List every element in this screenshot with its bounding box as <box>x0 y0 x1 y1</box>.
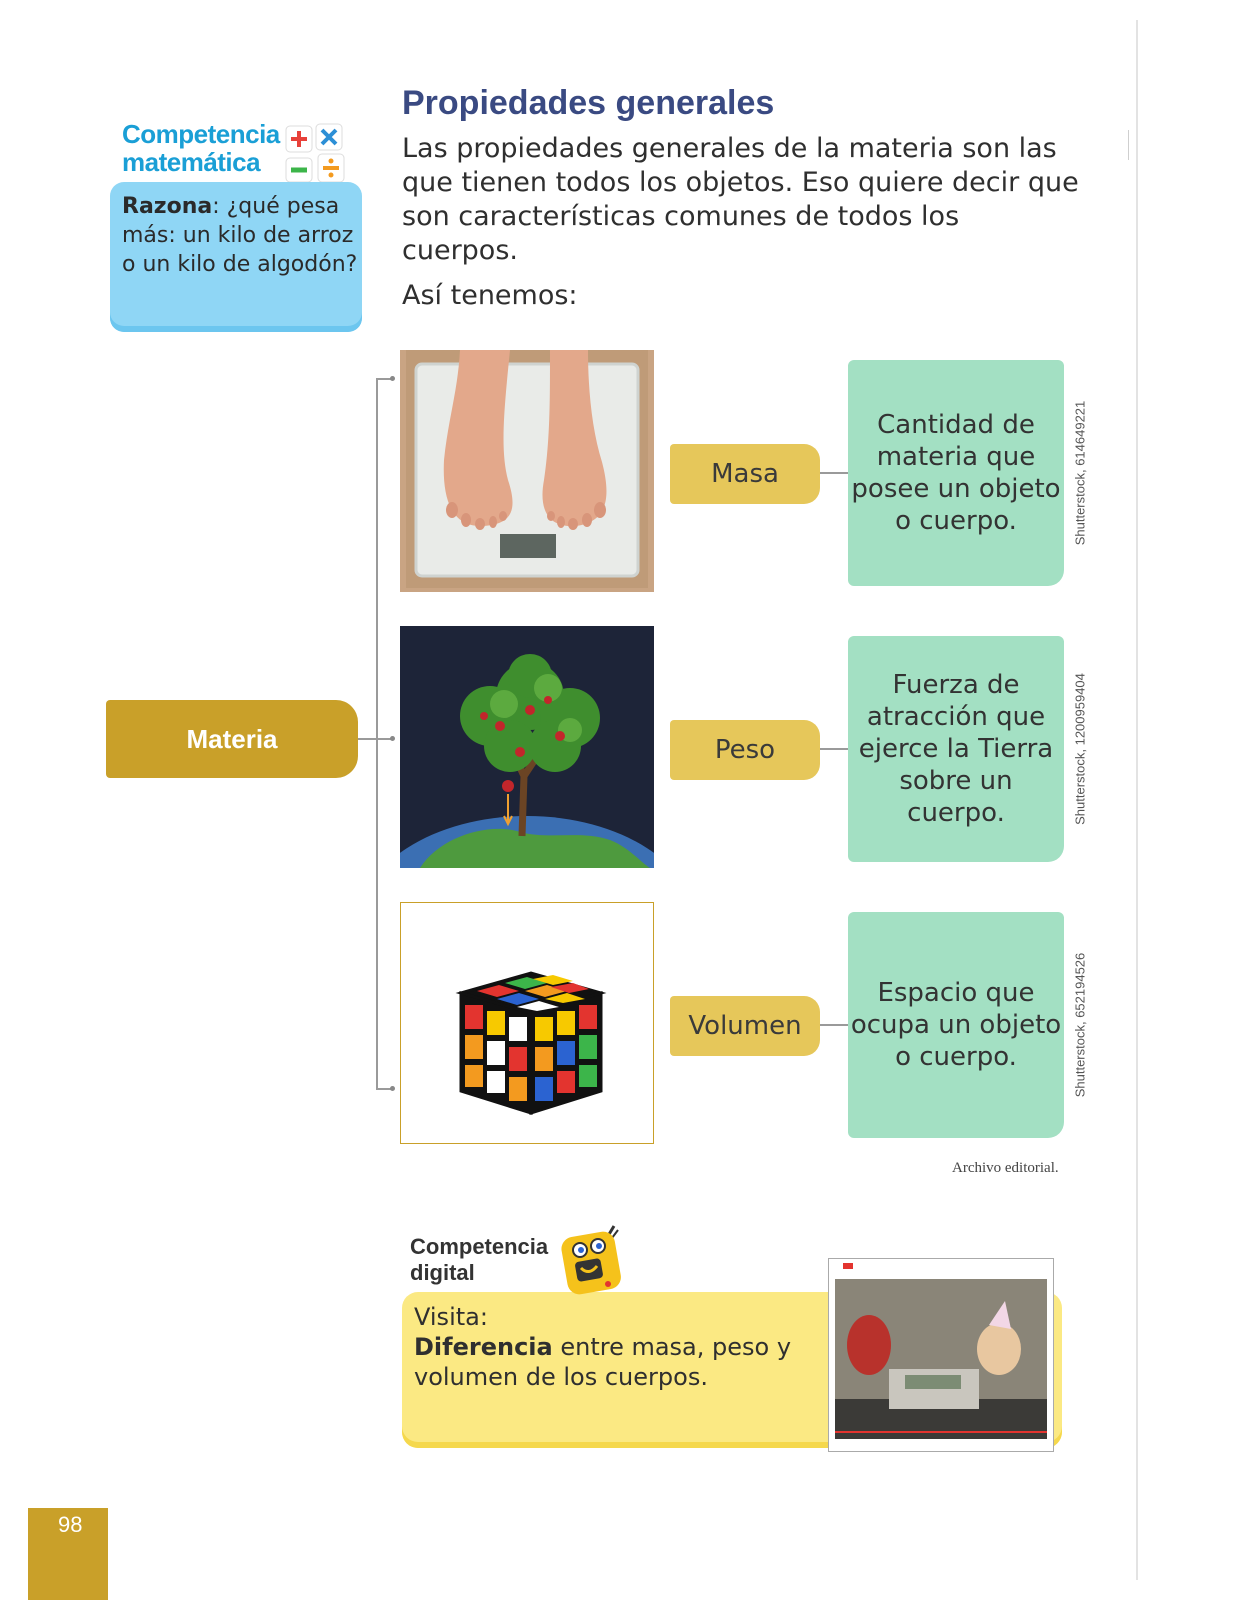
feet-on-scale-image <box>400 350 654 592</box>
razona-question: : ¿qué pesa más: un kilo de arroz o un kilo de algodón? <box>122 194 358 277</box>
link-bold: Diferencia <box>414 1333 553 1361</box>
credit-text: Shutterstock, 652194526 <box>1072 952 1088 1098</box>
photo-credit-volumen <box>1070 912 1090 1138</box>
connector-volumen-def <box>820 1024 848 1026</box>
credit-text: Shutterstock, 1200959404 <box>1072 673 1088 825</box>
definition-peso: Fuerza de atracción que ejerce la Tierra sobre un cuerpo. <box>848 636 1064 862</box>
asi-tenemos: Así tenemos: <box>402 280 578 311</box>
razona-text <box>122 192 358 279</box>
competencia-digital-title <box>410 1234 548 1286</box>
page-edge-mark <box>1128 130 1129 160</box>
times-icon <box>316 124 342 150</box>
definition-volumen: Espacio que ocupa un objeto o cuerpo. <box>848 912 1064 1138</box>
archivo-editorial: Archivo editorial. <box>952 1160 1059 1176</box>
visita-label: Visita: <box>414 1303 488 1331</box>
connector-peso-def <box>820 748 848 750</box>
cm-title-line1: Competencia <box>122 119 280 149</box>
intro-paragraph: Las propiedades generales de la materia son las que tienen todos los objetos. Eso quiere decir que son características comunes de todos los cuerpos. <box>402 133 1079 266</box>
cm-title-line2: matemática <box>122 147 261 177</box>
cd-title-line2: digital <box>410 1260 475 1285</box>
connector-vertical <box>376 378 378 1090</box>
connector-dot <box>390 1086 395 1091</box>
photo-credit-masa <box>1070 360 1090 586</box>
materia-node: Materia <box>106 700 358 778</box>
property-volumen: Volumen <box>670 996 820 1056</box>
definition-masa: Cantidad de materia que posee un objeto o cuerpo. <box>848 360 1064 586</box>
video-thumbnail[interactable] <box>828 1258 1054 1452</box>
credit-text: Shutterstock, 614649221 <box>1072 400 1088 546</box>
page-title: Propiedades generales <box>402 84 775 122</box>
property-masa: Masa <box>670 444 820 504</box>
divide-icon <box>318 154 344 182</box>
connector-peso <box>358 738 394 740</box>
apple-tree-image <box>400 626 654 868</box>
plus-icon <box>286 126 312 152</box>
robot-mascot-icon <box>556 1222 632 1302</box>
page-number: 98 <box>58 1512 83 1537</box>
property-peso: Peso <box>670 720 820 780</box>
minus-icon <box>286 158 312 182</box>
cd-title-line1: Competencia <box>410 1234 549 1259</box>
math-operators-icon <box>284 122 348 186</box>
play-logo-icon <box>843 1263 853 1269</box>
razona-label: Razona <box>122 194 213 219</box>
video-link-text[interactable] <box>414 1332 814 1392</box>
connector-masa-def <box>820 472 848 474</box>
competencia-matematica-title <box>122 120 282 176</box>
link-rest: entre masa, peso y volumen de los cuerpos. <box>414 1333 792 1391</box>
connector-dot <box>390 736 395 741</box>
photo-credit-peso <box>1070 636 1090 862</box>
rubik-cube-image <box>400 902 654 1144</box>
connector-dot <box>390 376 395 381</box>
page-edge <box>1136 20 1138 1580</box>
competencia-digital-text <box>414 1302 814 1392</box>
